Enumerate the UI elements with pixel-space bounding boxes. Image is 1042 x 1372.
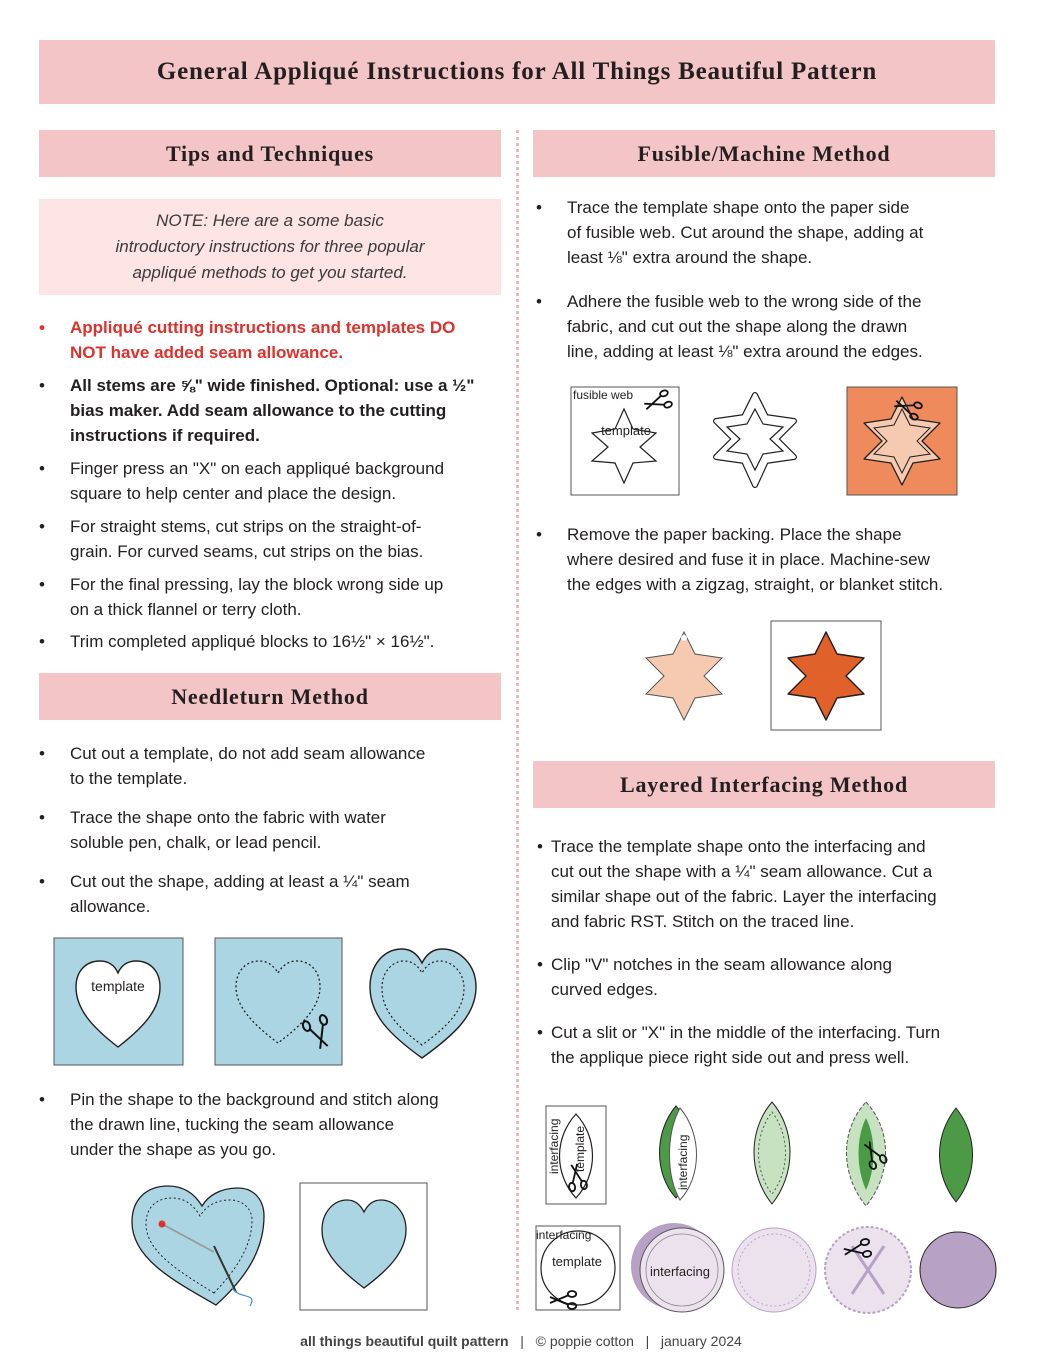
notched-circle: [825, 1227, 911, 1313]
bullet-line: Pin the shape to the background and stitch along: [70, 1090, 439, 1109]
note-box: [39, 199, 501, 295]
bullet-line: Cut out the shape, adding at least a ¼" seam: [70, 872, 410, 891]
template-heart-panel: [54, 938, 183, 1065]
note-line: appliqué methods to get you started.: [132, 263, 408, 282]
fusible-web-panel: [571, 387, 679, 495]
stitched-leaf: [754, 1102, 790, 1204]
layered-leaf: [660, 1106, 697, 1200]
interfacing-label: interfacing: [650, 1264, 710, 1279]
bullet-line: Finger press an "X" on each appliqué background: [70, 459, 445, 478]
bullet-dot: •: [39, 376, 45, 395]
interfacing-label: interfacing: [676, 1134, 690, 1190]
bullet-line: to the template.: [70, 769, 188, 788]
bullet-line: instructions if required.: [70, 426, 260, 445]
footer-copyright: © poppie cotton: [535, 1333, 634, 1349]
bullet-dot: •: [39, 1090, 45, 1109]
traced-heart-panel: [215, 938, 342, 1065]
bullet-line: the edges with a zigzag, straight, or blanket stitch.: [567, 575, 944, 594]
footer: [0, 1333, 1042, 1349]
interfacing-label: interfacing: [547, 1118, 561, 1174]
bullet-line: Trace the template shape onto the paper side: [567, 198, 910, 217]
note-line: NOTE: Here are a some basic: [156, 211, 384, 230]
bullet-line: Trim completed appliqué blocks to 16½" × 16½".: [70, 632, 435, 651]
fusible-web-label: fusible web: [573, 388, 634, 402]
bullet-line: the drawn line, tucking the seam allowance: [70, 1115, 395, 1134]
bullet-dot: •: [39, 459, 45, 478]
bullet-line: Appliqué cutting instructions and templates DO: [70, 318, 456, 337]
bullet-line: where desired and fuse it in place. Machine-sew: [567, 550, 930, 569]
bullet-line: similar shape out of the fabric. Layer the interfacing: [551, 887, 937, 906]
cut-star: [716, 395, 794, 485]
layered-heading: Layered Interfacing Method: [533, 761, 995, 808]
bullet-line: on a thick flannel or terry cloth.: [70, 600, 302, 619]
bullet-line: Trace the template shape onto the interfacing and: [551, 837, 926, 856]
footer-separator: |: [520, 1333, 524, 1349]
page-title: General Appliqué Instructions for All Things Beautiful Pattern: [39, 40, 995, 104]
bullet-line: line, adding at least ⅛" extra around the edges.: [567, 342, 923, 361]
template-label: template: [552, 1254, 602, 1269]
fusible-heading: Fusible/Machine Method: [533, 130, 995, 177]
bullet-line: grain. For curved seams, cut strips on the bias.: [70, 542, 424, 561]
finished-heart-panel: [300, 1183, 427, 1310]
bullet-dot: •: [537, 837, 543, 856]
bullet-dot: •: [39, 632, 45, 651]
needleturn-stitch-illustrations: [128, 1180, 448, 1312]
bullet-line: fabric, and cut out the shape along the drawn: [567, 317, 908, 336]
note-line: introductory instructions for three popular: [115, 237, 425, 256]
bullet-line: Cut a slit or "X" in the middle of the interfacing. Turn: [551, 1023, 941, 1042]
bullet-dot: •: [39, 318, 45, 337]
circle-template-panel: [536, 1226, 620, 1310]
bullet-dot: •: [39, 575, 45, 594]
bullet-line: under the shape as you go.: [70, 1140, 277, 1159]
bullet-dot: •: [39, 808, 45, 827]
bullet-dot: •: [39, 517, 45, 536]
bullet-dot: •: [537, 1023, 543, 1042]
layered-illustrations: [532, 1098, 1002, 1316]
finished-circle: [920, 1232, 996, 1308]
bullet-line: For the final pressing, lay the block wrong side up: [70, 575, 444, 594]
bullet-dot: •: [536, 525, 542, 544]
bullet-line: NOT have added seam allowance.: [70, 343, 344, 362]
bullet-dot: •: [39, 744, 45, 763]
needleturn-illustrations: [52, 935, 480, 1067]
bullet-dot: •: [537, 955, 543, 974]
stitching-heart: [132, 1186, 264, 1306]
bullet-line: cut out the shape with a ¼" seam allowance. Cut a: [551, 862, 933, 881]
template-label: template: [91, 978, 145, 994]
tips-heading: Tips and Techniques: [39, 130, 501, 177]
finished-leaf: [940, 1108, 973, 1202]
bullet-line: bias maker. Add seam allowance to the cutting: [70, 401, 447, 420]
template-label: template: [601, 423, 651, 438]
bullet-dot: •: [39, 872, 45, 891]
fabric-star-panel: [847, 387, 957, 495]
bullet-line: Remove the paper backing. Place the shape: [567, 525, 902, 544]
bullet-line: Clip "V" notches in the seam allowance along: [551, 955, 892, 974]
fused-star-panel: [771, 621, 881, 730]
needleturn-heading: Needleturn Method: [39, 673, 501, 720]
interfacing-label: interfacing: [536, 1228, 592, 1242]
bullet-line: curved edges.: [551, 980, 658, 999]
bullet-line: Adhere the fusible web to the wrong side of the: [567, 292, 922, 311]
footer-brand: all things beautiful quilt pattern: [300, 1333, 509, 1349]
template-label: template: [573, 1125, 587, 1172]
footer-separator: |: [645, 1333, 650, 1349]
bullet-line: least ⅛" extra around the shape.: [567, 248, 813, 267]
bullet-line: Cut out a template, do not add seam allowance: [70, 744, 426, 763]
bullet-line: and fabric RST. Stitch on the traced line.: [551, 912, 855, 931]
fusible-illustrations: [570, 385, 960, 500]
layered-circle: [631, 1223, 724, 1312]
bullet-line: of fusible web. Cut around the shape, adding at: [567, 223, 924, 242]
bullet-line: soluble pen, chalk, or lead pencil.: [70, 833, 322, 852]
bullet-line: All stems are ⅝" wide finished. Optional: use a ½": [70, 376, 475, 395]
bullet-dot: •: [536, 198, 542, 217]
fusible-result-illustrations: [640, 618, 890, 734]
bullet-line: For straight stems, cut strips on the straight-of-: [70, 517, 422, 536]
peeled-star: [646, 632, 722, 720]
leaf-template-panel: [546, 1106, 606, 1204]
cut-heart: [370, 949, 476, 1058]
stitched-circle: [732, 1228, 816, 1312]
notched-leaf: [847, 1102, 888, 1206]
bullet-line: the applique piece right side out and press well.: [551, 1048, 910, 1067]
bullet-line: allowance.: [70, 897, 151, 916]
bullet-line: Trace the shape onto the fabric with water: [70, 808, 386, 827]
bullet-dot: •: [536, 292, 542, 311]
bullet-line: square to help center and place the design.: [70, 484, 397, 503]
column-divider: [516, 130, 519, 1310]
footer-date: january 2024: [660, 1333, 742, 1349]
